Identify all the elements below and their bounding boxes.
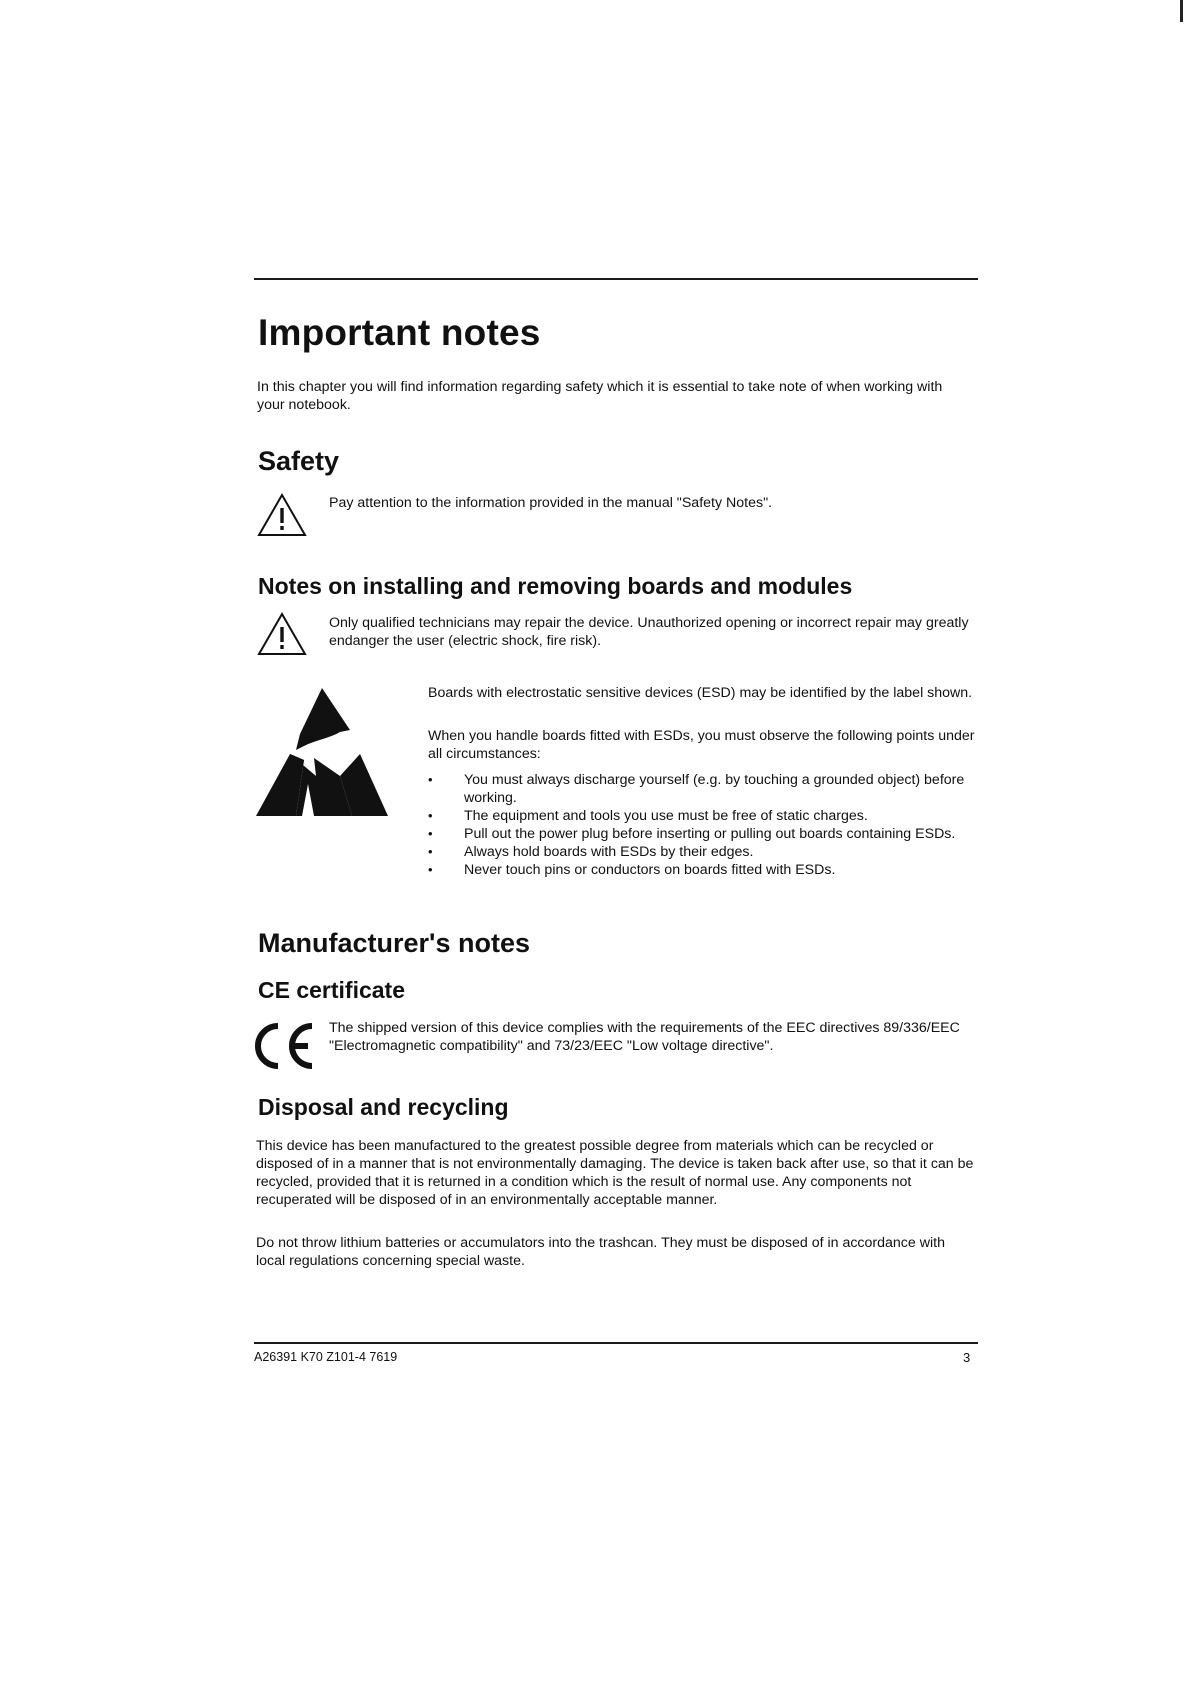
esd-hand-icon: [256, 688, 388, 823]
esd-lead-text: When you handle boards fitted with ESDs, you must observe the following points under all circumstances:: [428, 728, 975, 762]
batteries-paragraph: Do not throw lithium batteries or accumulators into the trashcan. They must be disposed of in accordance with local regulations concerning special waste.: [256, 1235, 945, 1269]
footer-rule: [254, 1342, 978, 1344]
header-rule: [254, 278, 978, 280]
list-item: • Never touch pins or conductors on boards fitted with ESDs.: [428, 861, 980, 879]
boards-warning-text: Only qualified technicians may repair the device. Unauthorized opening or incorrect repair may greatly endanger the user (electric shock, fire risk).: [329, 615, 969, 649]
document-id: A26391 K70 Z101-4 7619: [254, 1350, 398, 1364]
page-title: Important notes: [258, 312, 541, 353]
ce-text: The shipped version of this device complies with the requirements of the EEC directives 89/336/EEC "Electromagnetic compatibility" and 73/23/EEC "Low voltage directive".: [329, 1020, 960, 1054]
scan-edge-mark: [1180, 0, 1183, 22]
esd-bullet-list: [428, 771, 980, 879]
page-number: 3: [963, 1350, 971, 1365]
manufacturer-heading: Manufacturer's notes: [258, 928, 530, 958]
safety-text: Pay attention to the information provided in the manual "Safety Notes".: [329, 495, 773, 511]
list-item: • Always hold boards with ESDs by their edges.: [428, 843, 980, 861]
esd-intro-text: Boards with electrostatic sensitive devices (ESD) may be identified by the label shown.: [428, 685, 973, 701]
ce-heading: CE certificate: [258, 977, 406, 1003]
ce-mark-icon: [254, 1022, 318, 1075]
warning-triangle-icon: [256, 492, 308, 543]
boards-heading: Notes on installing and removing boards and modules: [258, 573, 853, 599]
disposal-paragraph: This device has been manufactured to the greatest possible degree from materials which can be recycled or disposed of in a manner that is not environmentally damaging. The device is taken back after use, so that it can be recycled, provided that it is returned in a condition which is the result of normal use. Any components not recuperated will be disposed of in an environmentally acceptable manner.: [256, 1138, 974, 1208]
list-item: • The equipment and tools you use must be free of static charges.: [428, 807, 980, 825]
intro-paragraph: In this chapter you will find information regarding safety which it is essential to take note of when working with your notebook.: [257, 379, 943, 413]
disposal-heading: Disposal and recycling: [258, 1094, 509, 1120]
list-item: • Pull out the power plug before inserting or pulling out boards containing ESDs.: [428, 825, 980, 843]
list-item: • You must always discharge yourself (e.g. by touching a grounded object) before working.: [428, 771, 980, 807]
safety-heading: Safety: [258, 446, 340, 476]
warning-triangle-icon: [256, 611, 308, 662]
